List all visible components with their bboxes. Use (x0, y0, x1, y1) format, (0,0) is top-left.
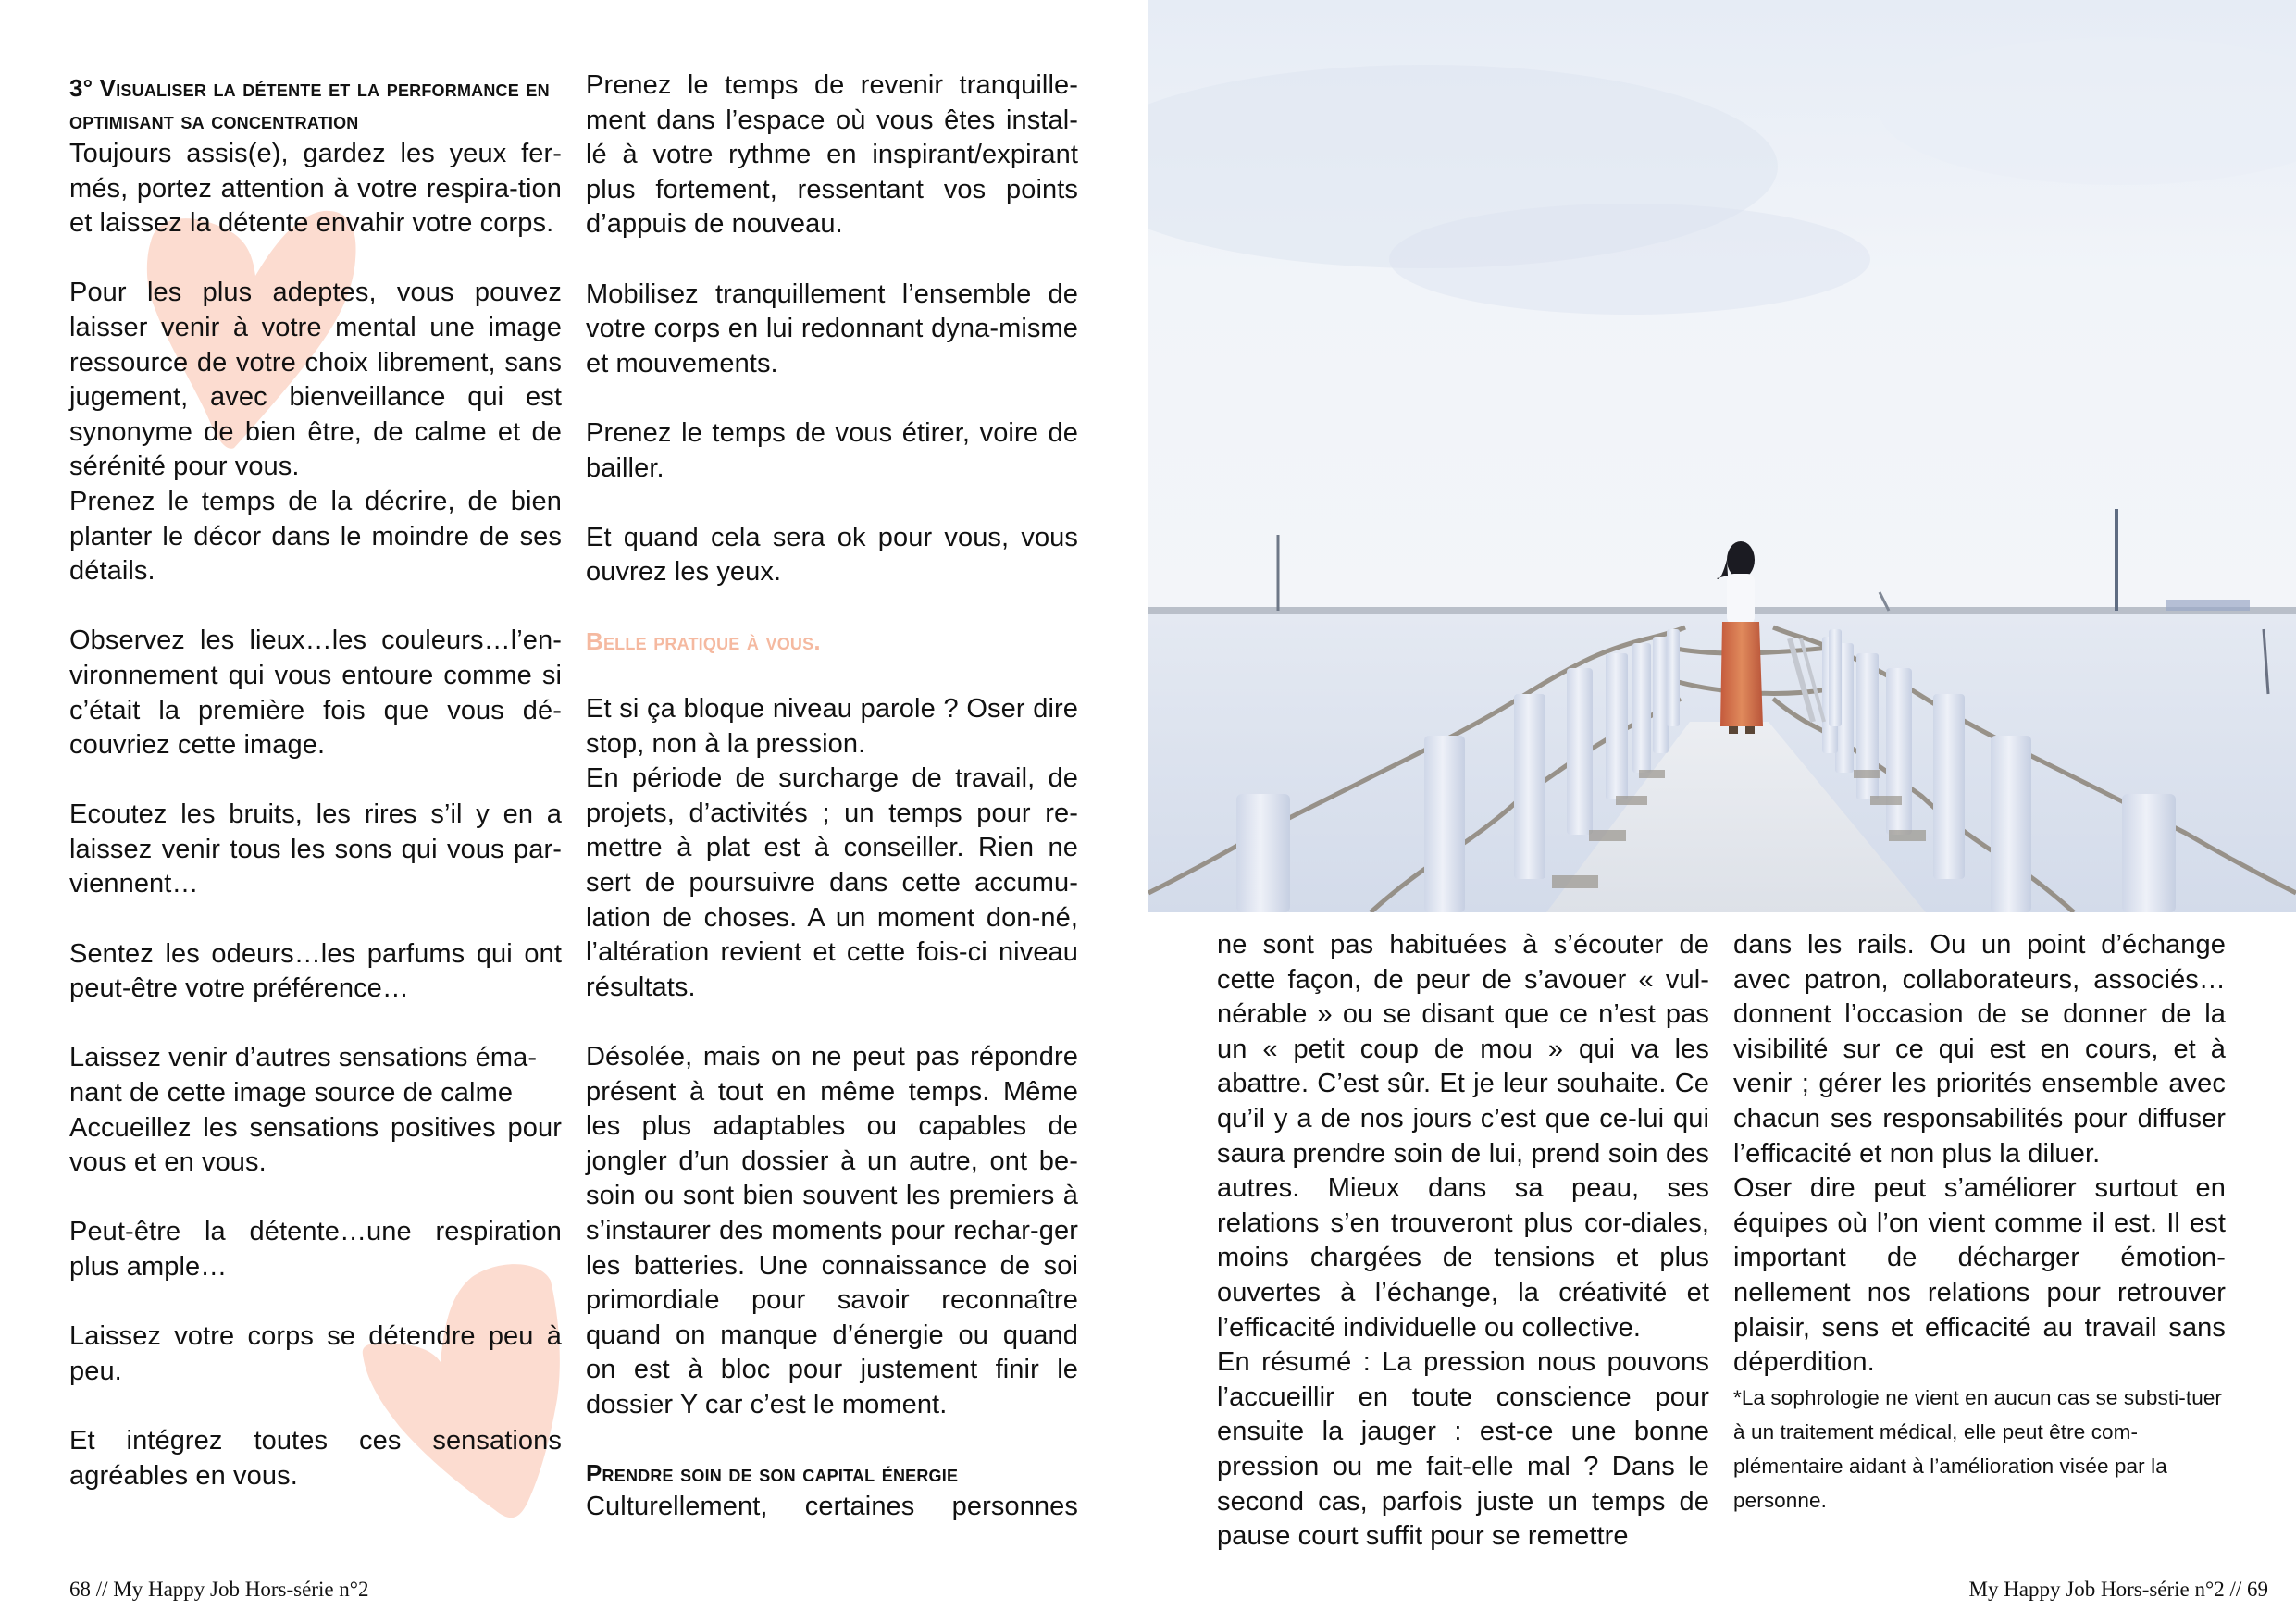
paragraph: En période de surcharge de travail, de projets, d’activités ; un temps pour re-mettre à plat est à conseiller. Rien ne sert de poursuivre dans cette accumu-lation de choses. A un moment don-né, l’altération revient et cette fois-ci niveau résultats. (586, 763, 1078, 1002)
paragraph: Laissez venir d’autres sensations éma-nant de cette image source de calme (69, 1043, 538, 1109)
paragraph: Observez les lieux…les couleurs…l’en-vironnement qui vous entoure comme si c’était la première fois que vous dé-couvriez cette image. (69, 626, 562, 761)
paragraph: Pour les plus adeptes, vous pouvez laisser venir à votre mental une image ressource de votre choix librement, sans jugement, avec bienveillance qui est synonyme de bien être, de calme et de sérénité pour vous. (69, 278, 562, 482)
paragraph: Prenez le temps de la décrire, de bien planter le décor dans le moindre de ses détails. (69, 486, 562, 587)
paragraph: ne sont pas habituées à s’écouter de cette façon, de peur de s’avouer « vul-nérable » ou se disant que ce n’est pas un « petit coup de mou » qui va les abattre. C’est sûr. Et je leur souhaite. Ce qu’il y a de nos jours c’est que ce-lui qui saura prendre soin de lui, prend soin des autres. Mieux dans sa peau, ses relations s’en trouveront plus cor-diales, moins chargées de tensions et plus ouvertes à l’échange, la créativité et l’efficacité individuelle ou collective. (1217, 930, 1709, 1343)
footnote-sophrologie: *La sophrologie ne vient en aucun cas se substi-tuer à un traitement médical, elle peut être com-plémentaire aidant à l’amélioration visée par la personne. (1733, 1385, 2223, 1512)
paragraph: En résumé : La pression nous pouvons l’accueillir en toute conscience pour ensuite la jauger : est-ce une bonne pression ou me fait-elle mal ? Dans le second cas, parfois juste un temps de pause court suffit pour se remettre (1217, 1347, 1709, 1552)
right-page-69 (1148, 0, 2296, 1623)
paragraph: Sentez les odeurs…les parfums qui ont peut-être votre préférence… (69, 938, 562, 1004)
column-1 (69, 72, 562, 1493)
page-footer-left: 68 // My Happy Job Hors-série n°2 (69, 1578, 369, 1601)
column-4 (1733, 928, 2226, 1552)
section-heading-capital-energie: Prendre soin de son capital énergie (586, 1459, 959, 1488)
paragraph: Toujours assis(e), gardez les yeux fer-més, portez attention à votre respira-tion et laissez la détente envahir votre corps. (69, 139, 562, 239)
paragraph: dans les rails. Ou un point d’échange avec patron, collaborateurs, associés… donnent l’occasion de se donner de la visibilité sur ce qui est en cours, et à venir ; gérer les priorités ensemble avec chacun ses responsabilités pour diffuser l’efficacité et non plus la diluer. (1733, 930, 2226, 1169)
paragraph: Et si ça bloque niveau parole ? Oser dire stop, non à la pression. (586, 694, 1078, 759)
section-heading-visualiser: 3° Visualiser la détente et la performance en optimisant sa concentration (69, 74, 550, 134)
paragraph: Laissez votre corps se détendre peu à peu. (69, 1321, 562, 1386)
paragraph: Mobilisez tranquillement l’ensemble de votre corps en lui redonnant dyna-misme et mouvements. (586, 279, 1078, 378)
pier-photo (1148, 0, 2296, 912)
paragraph: Peut-être la détente…une respiration plus ample… (69, 1217, 562, 1282)
paragraph: Prenez le temps de revenir tranquille-ment dans l’espace où vous êtes instal-lé à votre rythme en inspirant/expirant plus fortement, ressentant vos points d’appuis de nouveau. (586, 70, 1078, 240)
paragraph: Ecoutez les bruits, les rires s’il y en a laissez venir tous les sons qui vous par-viennent… (69, 799, 562, 899)
column-2 (586, 68, 1078, 1525)
paragraph: Culturellement, certaines personnes (586, 1492, 1078, 1522)
paragraph: Désolée, mais on ne peut pas répondre présent à tout en même temps. Même les plus adaptables ou capables de jongler d’un dossier à un autre, ont be-soin ou sont bien souvent les premiers à s’instaurer des moments pour rechar-ger les batteries. Une connaissance de soi primordiale pour savoir reconnaître quand on manque d’énergie ou quand on est à bloc pour justement finir le dossier Y car c’est le moment. (586, 1042, 1078, 1419)
paragraph: Oser dire peut s’améliorer surtout en équipes où l’on vient comme il est. Il est important de décharger émotion-nellement nos relations pour retrouver plaisir, sens et efficacité au travail sans déperdition. (1733, 1173, 2226, 1378)
paragraph: Prenez le temps de vous étirer, voire de bailler. (586, 417, 1078, 483)
column-3 (1217, 928, 1709, 1555)
paragraph: Accueillez les sensations positives pour vous et en vous. (69, 1112, 562, 1178)
paragraph: Et intégrez toutes ces sensations agréables en vous. (69, 1425, 562, 1491)
paragraph: Et quand cela sera ok pour vous, vous ouvrez les yeux. (586, 522, 1078, 588)
page-footer-right: My Happy Job Hors-série n°2 // 69 (1968, 1578, 2268, 1601)
accent-heading-belle-pratique: Belle pratique à vous. (586, 626, 821, 655)
photo-woman-on-pier-image (1148, 0, 2296, 912)
